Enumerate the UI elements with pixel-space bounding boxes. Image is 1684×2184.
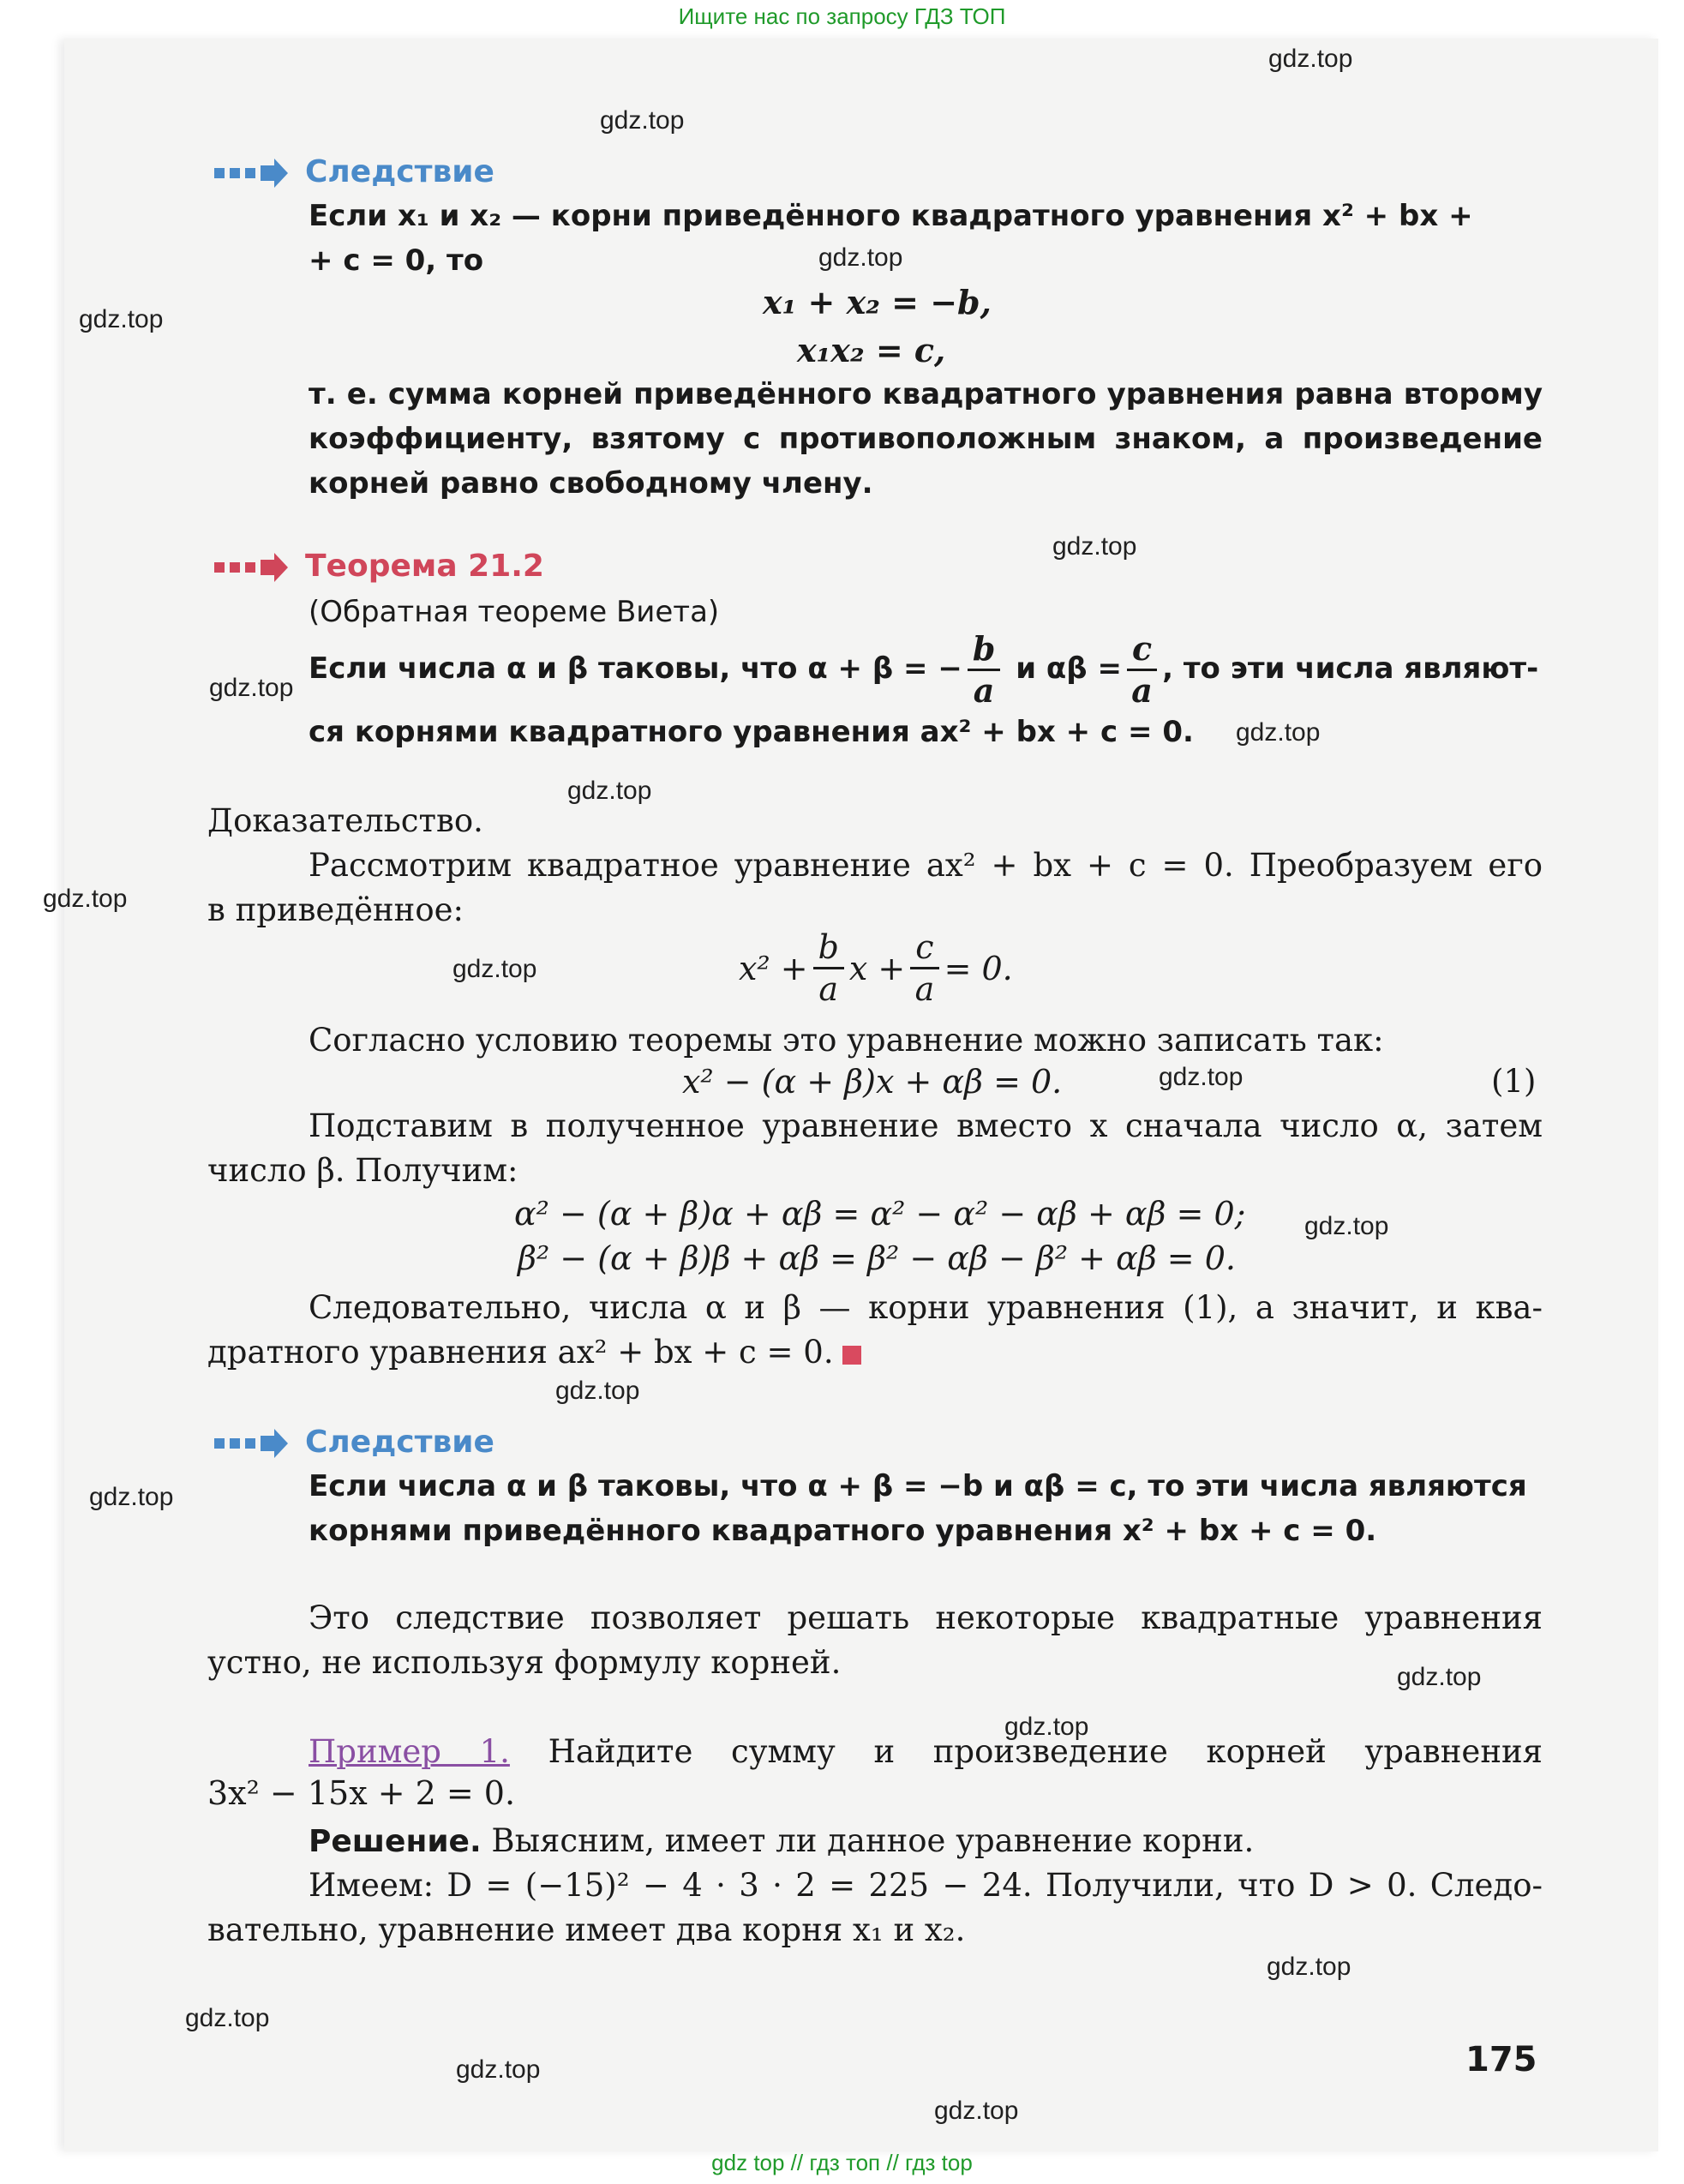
equation-1: x² − (α + β)x + αβ = 0. (682, 1063, 1063, 1101)
proof-paragraph-2: Согласно условию теоремы это уравнение можно записать так: (309, 1022, 1384, 1059)
watermark: gdz.top (567, 777, 652, 805)
bottom-banner[interactable]: gdz top // гдз топ // гдз top (711, 2150, 973, 2175)
watermark: gdz.top (43, 885, 128, 913)
solution-text: Выясним, имеет ли данное уравнение корни. (491, 1822, 1255, 1859)
theorem-line1 (309, 626, 1543, 711)
watermark: gdz.top (1236, 718, 1321, 747)
watermark: gdz.top (89, 1483, 174, 1511)
substitution-beta: β² − (α + β)β + αβ = β² − αβ − β² + αβ = 0. (518, 1239, 1236, 1277)
example-label[interactable]: Пример 1. (309, 1733, 510, 1770)
proof-paragraph-1: Рассмотрим квадратное уравнение ax² + bx + c = 0. Преобразуем его (309, 847, 1543, 884)
watermark: gdz.top (209, 674, 294, 702)
watermark: gdz.top (1267, 1953, 1351, 1981)
proof-paragraph-3: Подставим в полученное уравнение вместо x сначала число α, затем (309, 1107, 1543, 1144)
fraction-c-over-a: $\frac{c}{a}$ (910, 931, 938, 1005)
vieta-sum-formula: x₁ + x₂ = −b, (763, 283, 992, 321)
theorem-heading-text: Теорема 21.2 (305, 549, 544, 584)
watermark: gdz.top (1052, 532, 1137, 561)
proof-title: Доказательство. (207, 802, 483, 839)
vieta-product-formula: x₁x₂ = c, (797, 331, 946, 369)
theorem-subtitle: (Обратная теореме Виета) (309, 595, 720, 629)
corollary-heading (213, 154, 494, 189)
corollary2-line1: Если числа α и β таковы, что α + β = −b и αβ = c, то эти числа являются (309, 1469, 1527, 1503)
theorem-line1-c: , то эти числа являют- (1162, 651, 1539, 686)
watermark: gdz.top (934, 2097, 1019, 2125)
corollary-line1: Если x₁ и x₂ — корни приведённого квадратного уравнения x² + bx + (309, 199, 1473, 233)
reduced-equation: x² + $\frac{b}{a}$ x + $\frac{c}{a}$ = 0. (739, 928, 1013, 1008)
example-line1 (309, 1730, 1543, 1774)
watermark: gdz.top (456, 2055, 541, 2084)
corollary-explanation: т. е. сумма корней приведённого квадратного уравнения равна второму коэффициенту, взятому с противоположным знаком, а произведение корней равно свободному члену. (309, 377, 1543, 501)
watermark: gdz.top (79, 305, 164, 333)
corollary-heading-text: Следствие (305, 154, 494, 189)
watermark: gdz.top (1159, 1063, 1244, 1091)
info-paragraph-line2: устно, не используя формулу корней. (207, 1644, 842, 1681)
corollary-heading (213, 1425, 494, 1460)
corollary2-line2: корнями приведённого квадратного уравнения x² + bx + c = 0. (309, 1514, 1377, 1548)
equation-number: (1) (1491, 1063, 1537, 1100)
arrow-icon (213, 1425, 290, 1460)
proof-paragraph-3b: число β. Получим: (207, 1152, 518, 1189)
arrow-icon (213, 155, 290, 189)
example-task: Найдите сумму и произведение корней уравнения (548, 1733, 1543, 1770)
info-paragraph-line1: Это следствие позволяет решать некоторые квадратные уравнения (309, 1599, 1543, 1636)
watermark: gdz.top (1397, 1663, 1482, 1691)
watermark: gdz.top (600, 106, 685, 135)
theorem-line1-a: Если числа α и β таковы, что α + β = − (309, 651, 962, 686)
corollary-line2: + c = 0, то (309, 243, 484, 278)
solution-line (309, 1819, 1254, 1864)
watermark: gdz.top (555, 1377, 640, 1405)
proof-paragraph-1b: в приведённое: (207, 891, 464, 928)
theorem-line1-b: и αβ = (1016, 651, 1122, 686)
watermark: gdz.top (452, 955, 537, 983)
proof-paragraph-4b: дратного уравнения ax² + bx + c = 0. (207, 1330, 861, 1375)
top-banner[interactable]: Ищите нас по запросу ГДЗ ТОП (678, 3, 1006, 29)
fraction-b-over-a: $\frac{b}{a}$ (813, 931, 844, 1005)
arrow-icon (213, 549, 290, 584)
solution-label: Решение. (309, 1824, 482, 1859)
discriminant-line: Имеем: D = (−15)² − 4 · 3 · 2 = 225 − 24. Получили, что D > 0. Следо- (309, 1867, 1543, 1904)
fraction-b-over-a: $\frac{b}{a}$ (968, 633, 1001, 707)
watermark: gdz.top (818, 243, 903, 272)
fraction-c-over-a: $\frac{c}{a}$ (1127, 633, 1157, 707)
end-of-proof-icon (842, 1346, 861, 1365)
watermark: gdz.top (1004, 1713, 1089, 1741)
watermark: gdz.top (1268, 45, 1353, 73)
example-equation: 3x² − 15x + 2 = 0. (207, 1774, 516, 1812)
theorem-line2: ся корнями квадратного уравнения ax² + bx + c = 0. (309, 715, 1194, 749)
watermark: gdz.top (185, 2004, 270, 2032)
corollary-heading-text: Следствие (305, 1425, 494, 1460)
page-number: 175 (1465, 2040, 1537, 2079)
discriminant-conclusion: вательно, уравнение имеет два корня x₁ и x₂. (207, 1911, 966, 1948)
theorem-heading (213, 549, 544, 584)
proof-paragraph-4: Следовательно, числа α и β — корни уравнения (1), а значит, и ква- (309, 1289, 1543, 1326)
substitution-alpha: α² − (α + β)α + αβ = α² − α² − αβ + αβ = 0; (514, 1195, 1246, 1233)
watermark: gdz.top (1304, 1212, 1389, 1240)
